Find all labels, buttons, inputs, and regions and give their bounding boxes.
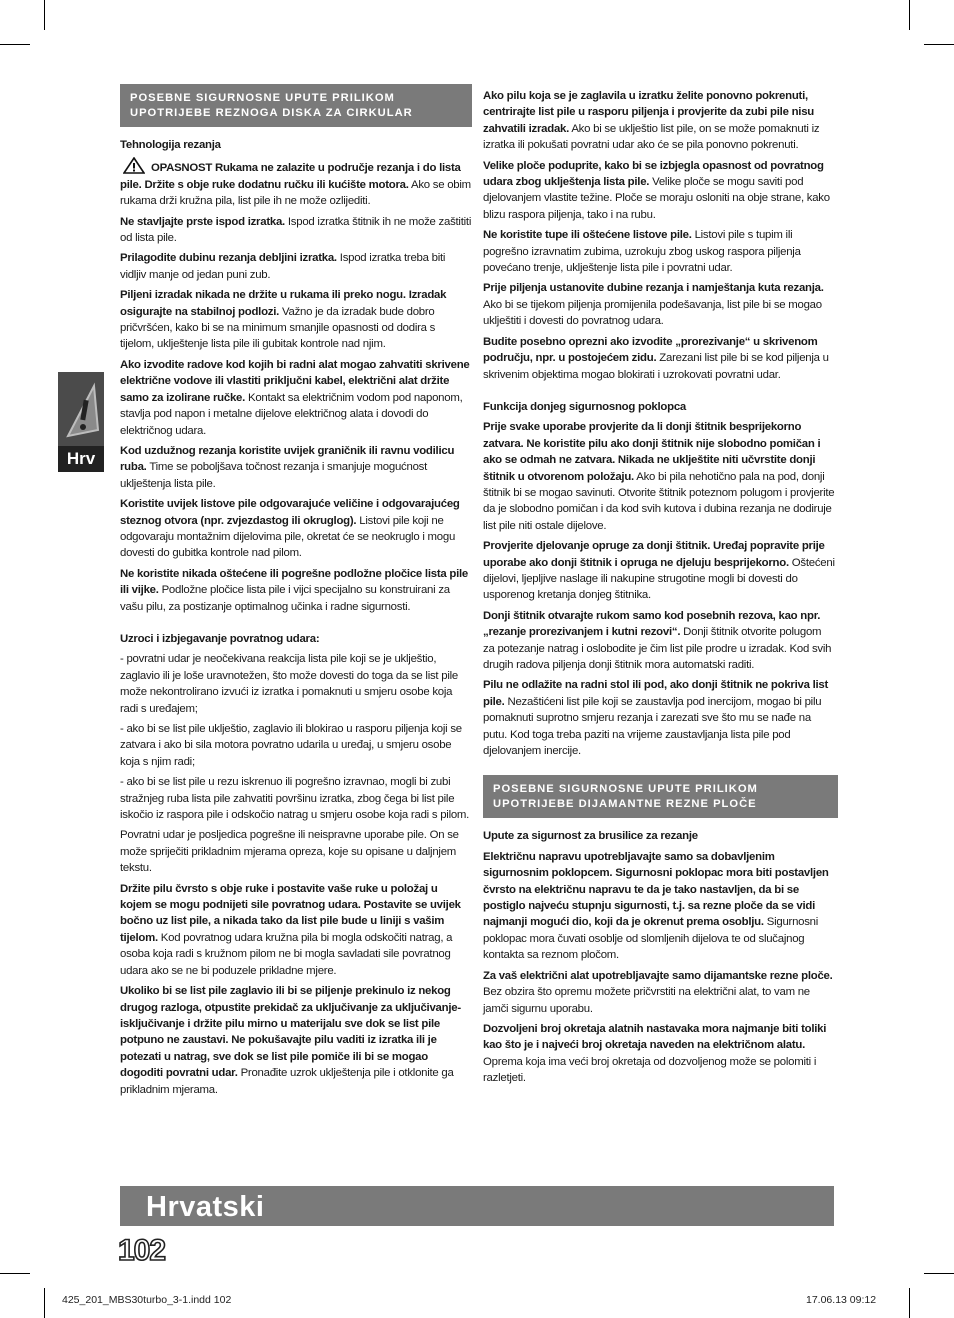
language-tab: Hrv — [58, 446, 104, 472]
paragraph: OPASNOST Rukama ne zalazite u područje rezanja i do lista pile. Držite s obje ruke dodatnu ručku ili kućište motora. Ako se obim rukama drži kružna pila, list pile ih ne može ozlijediti. — [120, 157, 472, 209]
crop-mark — [0, 1273, 30, 1274]
paragraph: Donji štitnik otvarajte rukom samo kod posebnih rezova, kao npr. „rezanje prorezivanjem i kutni rezovi“. Donji štitnik otvorite polugom za potezanje natrag i oslobodite je čim list pile prodre u izradak. Kod svih drugih radova piljenja donji štitnik mora automatski raditi. — [483, 609, 832, 671]
section-header: POSEBNE SIGURNOSNE UPUTE PRILIKOM UPOTRIJEBE REZNOGA DISKA ZA CIRKULAR — [120, 84, 472, 127]
paragraph: Prije piljenja ustanovite dubine rezanja i namještanja kuta rezanja. Ako bi se tijekom piljenja promijenila podešavanja, list pile bi se mogao uklještiti i dovesti do povratnog udara. — [483, 282, 824, 328]
paragraph: Ako izvodite radove kod kojih bi radni alat mogao zahvatiti skrivene električne vodove ili vlastiti priključni kabel, električni alat držite samo za izolirane ručke. Kontakt sa električnim vodom pod naponom, stavlja pod napon i metalne dijelove električnog alata i dovodi do električnog udara. — [120, 358, 470, 437]
crop-mark — [44, 1288, 45, 1318]
crop-mark — [909, 1288, 910, 1318]
paragraph: Ukoliko bi se list pile zaglavio ili bi se piljenje prekinulo iz nekog drugog razloga, otpustite prekidač za uključivanje za uključivanje-isključivanje i držite pilu mirno u materijalu sve dok se list pile potpuno ne zaustavi. Ne pokušavajte pilu vaditi iz izratka ili je potezati u natrag, sve dok se list pile pomiče ili bi se mogao dogoditi povratni udar. Pronađite uzrok uklještenja pile i otklonite ga prikladnim mjerama. — [120, 985, 461, 1096]
subheading: Tehnologija rezanja — [120, 139, 221, 151]
warning-triangle-icon — [58, 372, 104, 446]
paragraph: Držite pilu čvrsto s obje ruke i postavite vaše ruke u položaj u kojem se mogu podnijeti sile povratnog udara. Postavite se uvijek bočno uz list pile, a nikada tako da list pile bude u liniji s vašim tijelom. Kod povratnog udara kružna pila bi mogla odskočiti natrag, a osoba koja radi s kružnom pilom ne bi mogla savladati sile povratnog udara ako se ne bi poduzele prikladne mjere. — [120, 882, 461, 977]
left-column — [120, 84, 472, 1102]
subheading: Funkcija donjeg sigurnosnog poklopca — [483, 400, 687, 413]
paragraph: Za vaš električni alat upotrebljavajte samo dijamantske rezne ploče. Bez obzira što opremu možete pričvrstiti na električni alat, to vam ne jamči sigurnu uporabu. — [483, 969, 833, 1015]
paragraph: Velike ploče poduprite, kako bi se izbjegla opasnost od povratnog udara zbog uklještenja lista pile. Velike ploče se mogu saviti pod djelovanjem vlastite težine. Ploče se moraju osloniti na obje strane, kako blizu raspora piljenja, tako i na rubu. — [483, 159, 830, 221]
paragraph: Piljeni izradak nikada ne držite u rukama ili preko nogu. Izradak osigurajte na stabilnoj podlozi. Važno je da izradak bude dobro pričvršćen, kako bi se na minimum smanjile opasnosti od dodira s tijelom, uklještenje lista pile ili gubitak kontrole nad njim. — [120, 289, 447, 351]
section-header: POSEBNE SIGURNOSNE UPUTE PRILIKOM UPOTRIJEBE DIJAMANTNE REZNE PLOČE — [483, 775, 838, 818]
paragraph: Povratni udar je posljedica pogrešne ili neispravne uporabe pile. On se može spriječiti prikladnim mjerama opreza, koje su opisane u daljnjem tekstu. — [120, 829, 459, 875]
crop-mark — [909, 0, 910, 30]
crop-mark — [44, 0, 45, 30]
crop-mark — [924, 1273, 954, 1274]
paragraph: - ako bi se list pile u rezu iskrenuo ili pogrešno izravnao, mogli bi zubi stražnjeg ruba lista pile zahvatiti površinu izratka, zbog čega bi list pile iskočio iz raspora pile i odskočio natrag u smjeru osobe koja radi s pilom. — [120, 776, 470, 822]
paragraph: - ako bi se list pile uklještio, zaglavio ili blokirao u rasporu piljenja koji se zatvara i ako bi sila motora povratno udarila u uređaj, u smjeru osobe koja s njim radi; — [120, 723, 462, 768]
side-warning-tab — [58, 372, 104, 472]
paragraph: Električnu napravu upotrebljavajte samo sa dobavljenim sigurnosnim poklopcem. Sigurnosni poklopac mora biti postavljen čvrsto na električnu napravu te da je tako nastavljen, da bi se postiglo najveću stupnju sigurnosti, t.j. sa rezne ploče da se vidi najmanji mogući dio, koji da je okrenut prema osoblju. Sigurnosni poklopac mora čuvati osoblje od slomljenih dijelova te od slučajnog kontakta sa reznom pločom. — [483, 850, 829, 962]
paragraph: Ne koristite tupe ili oštećene listove pile. Listovi pile s tupim ili pogrešno izravnatim zubima, uzrokuju zbog uskog raspora piljenja povećano trenje, uklještenje lista pile i povratni udar. — [483, 229, 801, 275]
paragraph: Ne koristite nikada oštećene ili pogrešne podložne pločice lista pile ili vijke. Podložne pločice lista pile i vijci specijalno su konstruirani za vašu pilu, za postizanje optimalnog učinka i radne sigurnosti. — [120, 567, 468, 613]
footer-file-info: 425_201_MBS30turbo_3-1.indd 102 — [62, 1294, 232, 1306]
subheading: Uzroci i izbjegavanje povratnog udara: — [120, 632, 320, 645]
paragraph: Dozvoljeni broj okretaja alatnih nastavaka mora najmanje biti toliki kao što je i najveći broj okretaja naveden na električnom alatu. Oprema koja ima veći broj okretaja od dozvoljenog može se polomiti i razletjeti. — [483, 1022, 827, 1085]
crop-mark — [0, 44, 30, 45]
page-number: 102 — [118, 1234, 166, 1267]
right-column — [483, 88, 835, 1091]
paragraph: Provjerite djelovanje opruge za donji štitnik. Uređaj popravite prije uporabe ako donji štitnik i opruga ne djeluju besprijekorno. Oštećeni dijelovi, ljepljive naslage ili nakupine strugotine mogli bi dovesti do usporenog kretanja donjeg štitnika. — [483, 540, 835, 602]
paragraph: Pilu ne odlažite na radni stol ili pod, ako donji štitnik ne pokriva list pile. Nezaštićeni list pile koji se zaustavlja pod inercijom, mogao bi pilu pomaknuti suprotno smjeru rezanja i zarezati sve što mu se nađe na putu. Kod toga treba paziti na vrijeme zaustavljanja lista pile pod djelovanjem inercije. — [483, 679, 829, 758]
paragraph: - povratni udar je neočekivana reakcija lista pile koji se je uklještio, zaglavio ili je loše uravnotežen, što može dovesti do toga da se list pile može nekontrolirano izvući iz izratka i pomaknuti u smjeru osobe koja radi s uređajem; — [120, 653, 458, 715]
footer-date: 17.06.13 09:12 — [806, 1294, 877, 1306]
paragraph: Kod uzdužnog rezanja koristite uvijek graničnik ili ravnu vodilicu ruba. Time se poboljšava točnost rezanja i smanjuje mogućnost uklještenja lista pile. — [120, 444, 455, 490]
subheading: Upute za sigurnost za brusilice za rezanje — [483, 830, 698, 843]
language-title-band: Hrvatski — [120, 1186, 834, 1226]
paragraph: Prilagodite dubinu rezanja debljini izratka. Ispod izratka treba biti vidljiv manje od jedan puni zub. — [120, 252, 446, 281]
paragraph: Koristite uvijek listove pile odgovarajuće veličine i odgovarajućeg steznog otvora (npr. zvjezdastog ili okruglog). Listovi pile koji ne odgovaraju montažnim dijelovima pile, okretat će se neokruglo i mogu dovesti do gubitka kontrole nad pilom. — [120, 498, 460, 560]
danger-triangle-icon — [123, 157, 145, 174]
crop-mark — [924, 44, 954, 45]
paragraph: Prije svake uporabe provjerite da li donji štitnik besprijekorno zatvara. Ne koristite pilu ako donji štitnik nije slobodno pomičan i ako se odmah ne zatvara. Nikada ne uklještite niti učvrstite donji štitnik u otvorenom položaju. Ako bi pila nehotično pala na pod, donji štitnik bi se mogao savinuti. Otvorite štitnik poteznom polugom i provjerite da je slobodno pomičan i da kod svih kutova i dubina rezanja ne dodiruje list pile niti ostale dijelove. — [483, 421, 835, 532]
paragraph: Ne stavljajte prste ispod izratka. Ispod izratka štitnik ih ne može zaštititi od lista pile. — [120, 215, 472, 245]
paragraph: Ako pilu koja se je zaglavila u izratku želite ponovno pokrenuti, centrirajte list pile u rasporu piljenja i provjerite da zubi pile nisu zahvatili izradak. Ako bi se uklještio list pile, on se može pomaknuti iz izratka ili pokušati povratni udar ako će se pila ponovno pokrenuti. — [483, 90, 820, 152]
paragraph: Budite posebno oprezni ako izvodite „prorezivanje“ u skrivenom području, npr. u postojećem zidu. Zarezani list pile bi se kod piljenja u skrivenim objektima mogao blokirati i uzrokovati povratni udar. — [483, 335, 829, 381]
